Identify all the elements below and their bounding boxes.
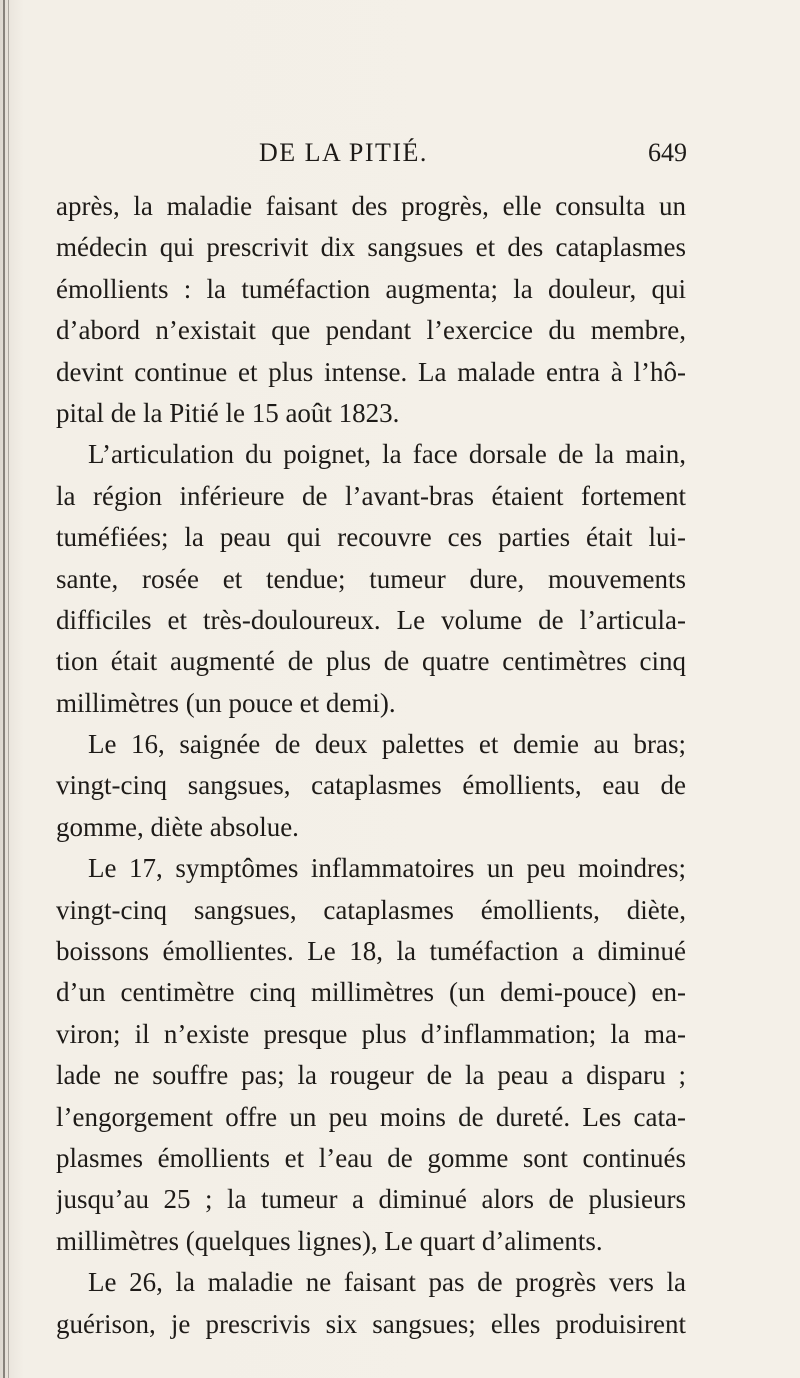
text-line: millimètres (un pouce et demi).	[56, 687, 396, 718]
text-line: vingt-cinq sangsues, cataplasmes émollients, diète,	[56, 894, 686, 925]
text-line: lade ne souffre pas; la rougeur de la peau a disparu ;	[56, 1060, 686, 1091]
page-gutter-edge-inner	[8, 0, 9, 1378]
page-gutter-edge	[3, 0, 5, 1378]
text-line: plasmes émollients et l’eau de gomme sont continués	[56, 1142, 686, 1173]
text-line: d’abord n’existait que pendant l’exercice du membre,	[56, 315, 686, 346]
text-line: tion était augmenté de plus de quatre centimètres cinq	[56, 646, 686, 677]
text-line: viron; il n’existe presque plus d’inflammation; la ma-	[56, 1018, 686, 1049]
text-line: devint continue et plus intense. La malade entra à l’hô-	[56, 356, 686, 387]
text-line: médecin qui prescrivit dix sangsues et des cataplasmes	[56, 232, 686, 263]
text-line: jusqu’au 25 ; la tumeur a diminué alors de plusieurs	[56, 1184, 686, 1215]
body-text	[56, 186, 686, 1345]
text-line: millimètres (quelques lignes), Le quart d’aliments.	[56, 1225, 603, 1256]
text-line: Le 26, la maladie ne faisant pas de progrès vers la	[88, 1267, 686, 1298]
text-line: la région inférieure de l’avant-bras étaient fortement	[56, 480, 686, 511]
running-head	[0, 138, 800, 178]
text-line: d’un centimètre cinq millimètres (un demi-pouce) en-	[56, 977, 686, 1008]
text-line: Le 17, symptômes inflammatoires un peu moindres;	[88, 853, 686, 884]
text-line: L’articulation du poignet, la face dorsale de la main,	[88, 439, 686, 470]
text-line: gomme, diète absolue.	[56, 811, 299, 842]
text-line: l’engorgement offre un peu moins de dureté. Les cata-	[56, 1101, 686, 1132]
text-line: guérison, je prescrivis six sangsues; elles produisirent	[56, 1308, 686, 1339]
text-line: difficiles et très-douloureux. Le volume de l’articula-	[56, 604, 686, 635]
text-line: tuméfiées; la peau qui recouvre ces parties était lui-	[56, 522, 686, 553]
text-line: émollients : la tuméfaction augmenta; la douleur, qui	[56, 273, 686, 304]
text-line: après, la maladie faisant des progrès, elle consulta un	[56, 191, 686, 221]
running-title: DE LA PITIÉ.	[259, 138, 428, 167]
text-line: pital de la Pitié le 15 août 1823.	[56, 397, 400, 428]
text-line: sante, rosée et tendue; tumeur dure, mouvements	[56, 563, 686, 594]
text-line: boissons émollientes. Le 18, la tuméfaction a diminué	[56, 936, 686, 967]
text-line: vingt-cinq sangsues, cataplasmes émollients, eau de	[56, 770, 686, 801]
text-line: Le 16, saignée de deux palettes et demie au bras;	[88, 729, 686, 760]
page-number: 649	[648, 138, 687, 167]
